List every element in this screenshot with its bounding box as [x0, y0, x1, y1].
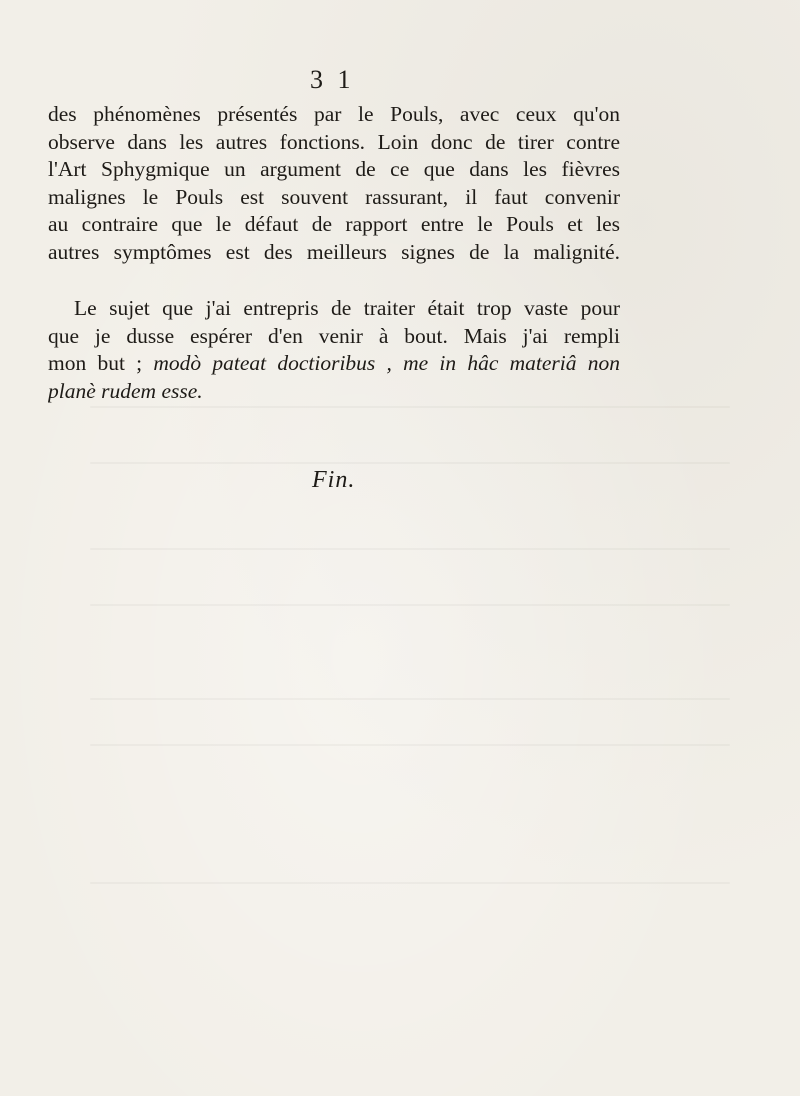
text-line: des phénomènes présentés par le Pouls, avec ceux qu'on	[48, 102, 620, 126]
fin-label: Fin.	[312, 467, 356, 493]
bleed-through-line	[90, 462, 730, 464]
bleed-through-line	[90, 406, 730, 408]
bleed-through-line	[90, 744, 730, 746]
text-line: au contraire que le défaut de rapport entre le Pouls et les	[48, 212, 620, 236]
paragraph-2	[48, 295, 620, 405]
bleed-through-line	[90, 548, 730, 550]
bleed-through-line	[90, 882, 730, 884]
bleed-through-line	[90, 604, 730, 606]
bleed-through-line	[90, 698, 730, 700]
latin-quote-end: planè rudem esse.	[48, 378, 203, 403]
text-line: observe dans les autres fonctions. Loin donc de tirer contre	[48, 129, 620, 154]
paragraph-1	[48, 101, 620, 266]
text-line-mixed	[48, 350, 620, 378]
text-line: que je dusse espérer d'en venir à bout. Mais j'ai rempli	[48, 323, 620, 348]
page-number: 3 1	[310, 65, 355, 94]
text-line: malignes le Pouls est souvent rassurant, il faut convenir	[48, 184, 620, 209]
text-roman: mon but ;	[48, 351, 154, 375]
text-line: Le sujet que j'ai entrepris de traiter était trop vaste pour	[74, 296, 620, 320]
text-line: l'Art Sphygmique un argument de ce que dans les fièvres	[48, 157, 620, 181]
latin-quote: modò pateat doctioribus , me in hâc materiâ non	[153, 351, 620, 375]
text-line: autres symptômes est des meilleurs signes de la malignité.	[48, 239, 620, 264]
